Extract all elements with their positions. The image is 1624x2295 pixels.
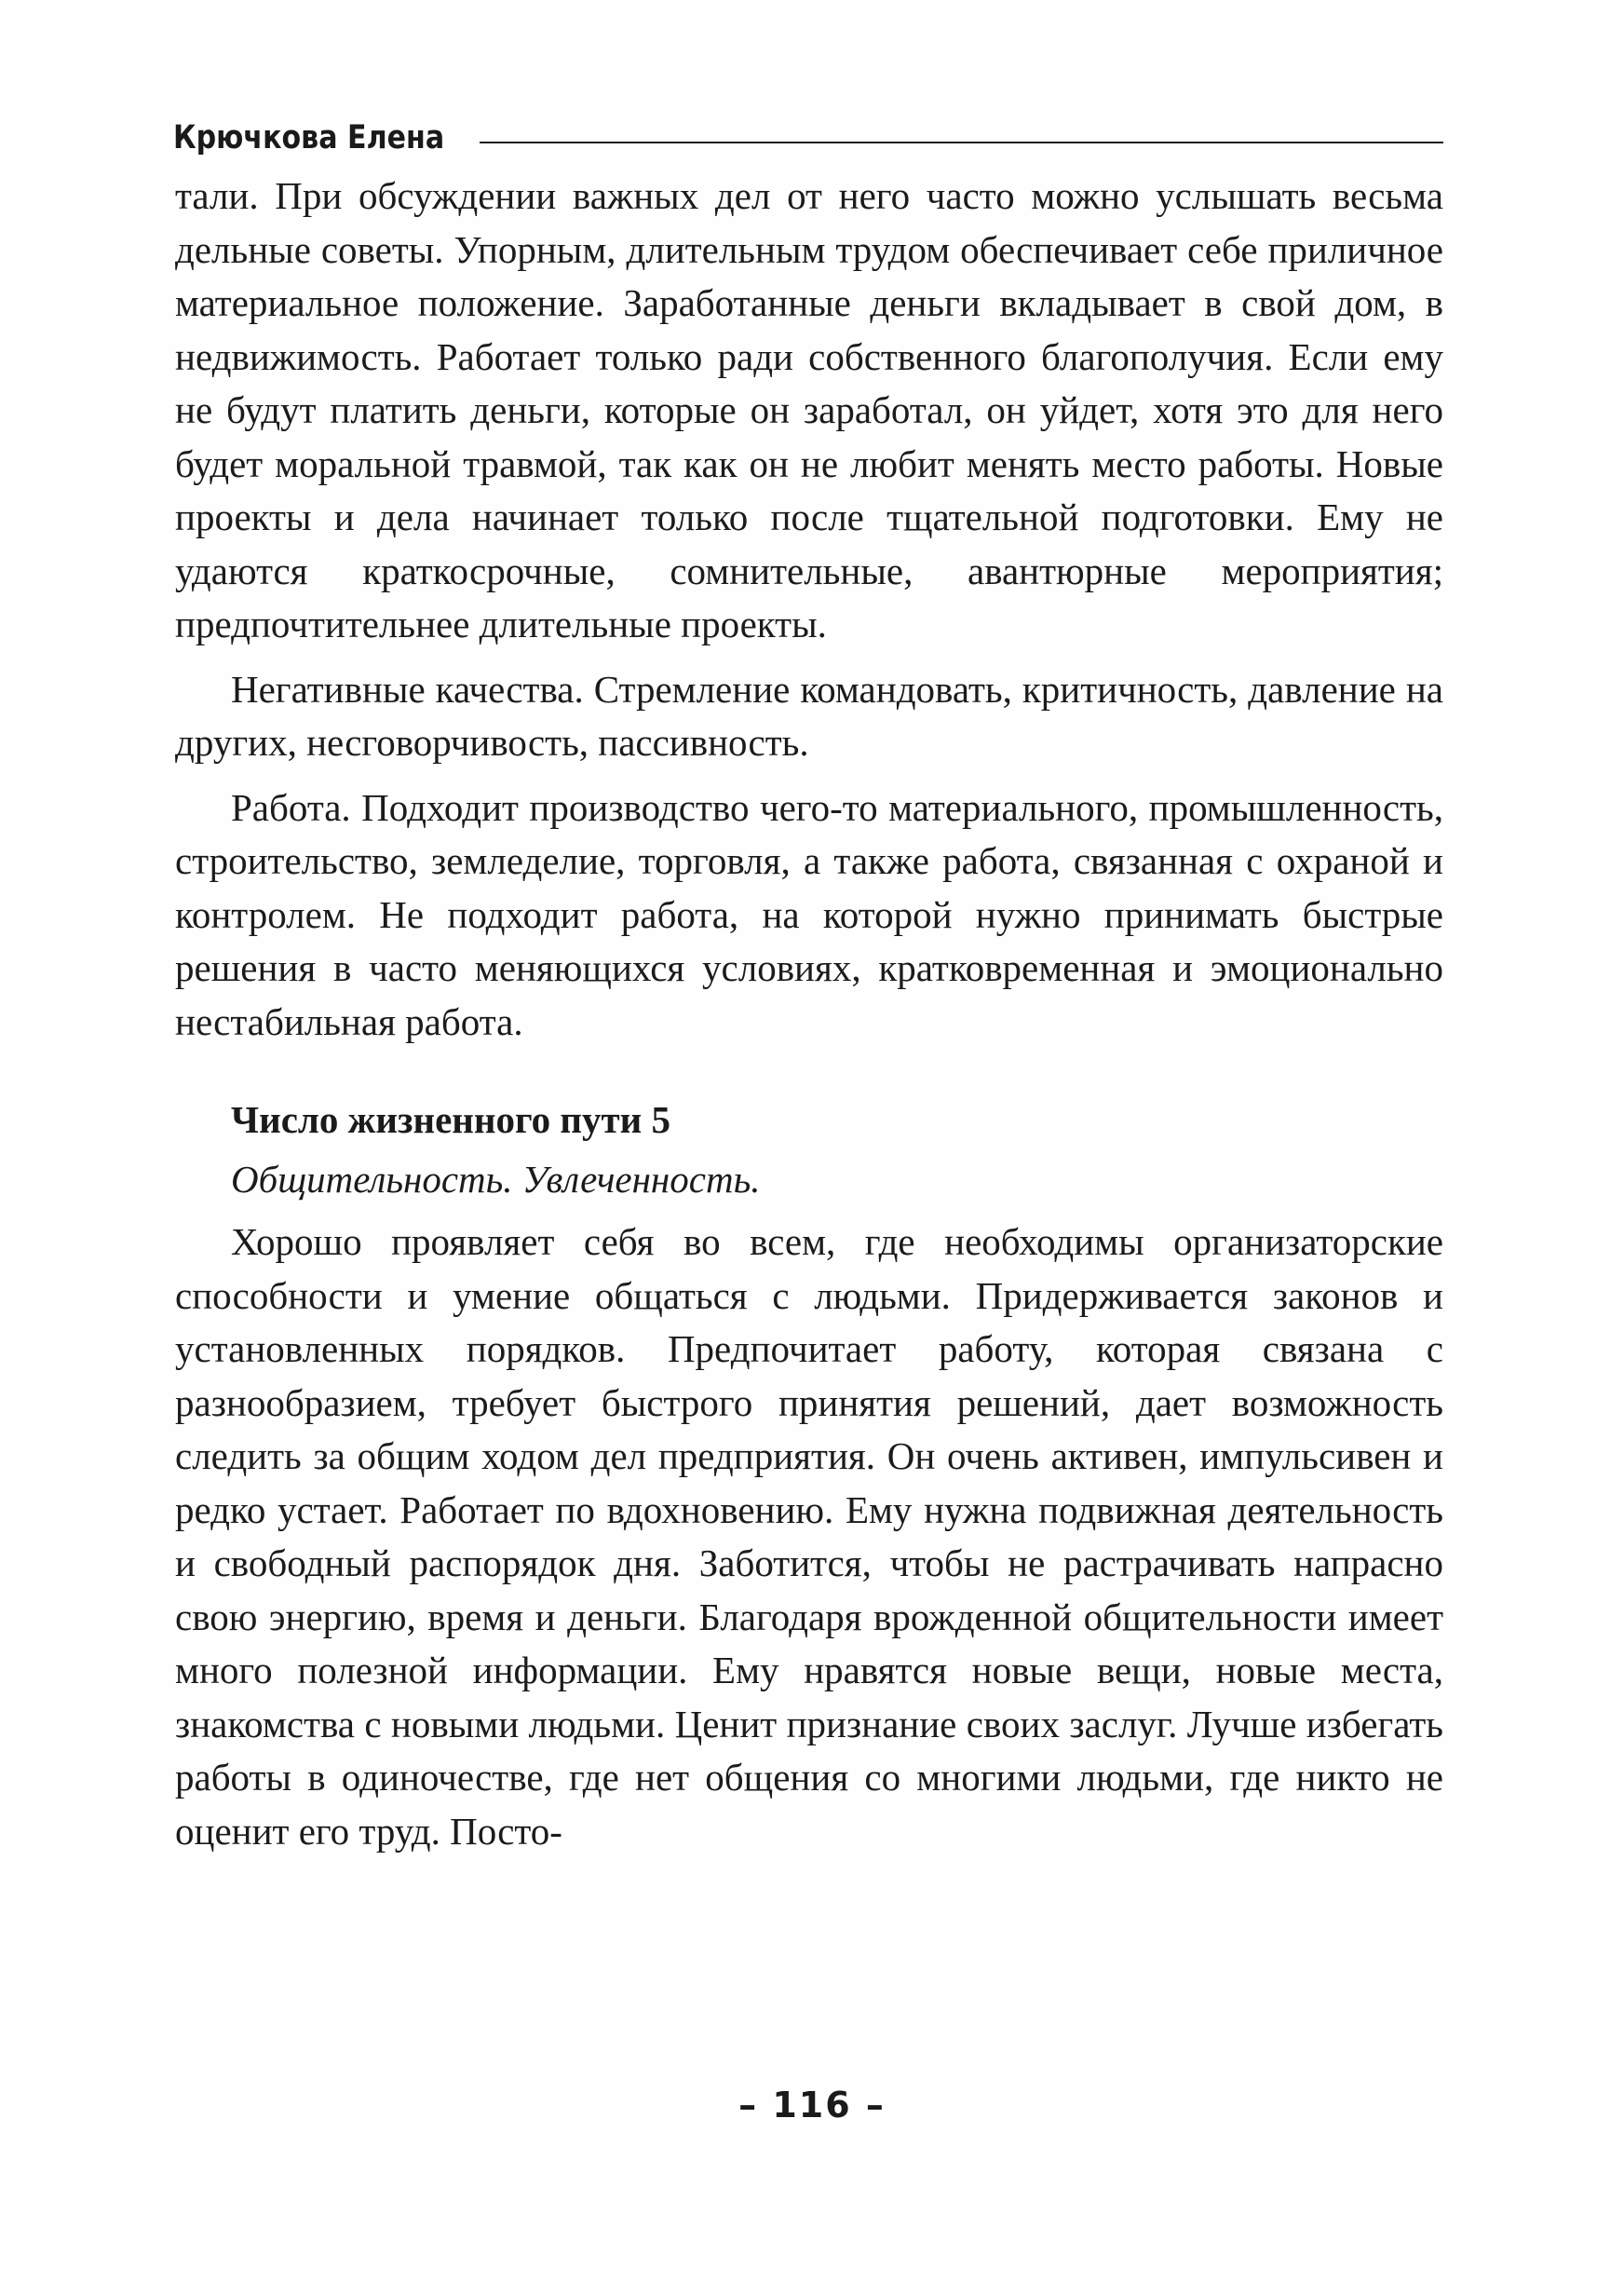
running-head-rule [480,142,1443,143]
paragraph-life-path-5: Хорошо проявляет себя во всем, где необходимы организаторские способности и умение общаться с людьми. Придерживается законов и установленных порядков. Предпочитает работу, которая связана с разнообразием, требует быстрого принятия решений, дает возможность следить за общим ходом дел предприятия. Он очень активен, импульсивен и редко устает. Работает по вдохновению. Ему нужна подвижная деятельность и свободный распорядок дня. Заботится, чтобы не растрачивать напрасно свою энергию, время и деньги. Благодаря врожденной общительности имеет много полезной информации. Ему нравятся новые вещи, новые места, знакомства с новыми людьми. Ценит признание своих заслуг. Лучше избегать работы в одиночестве, где нет общения со многими людьми, где никто не оценит его труд. Посто- [175,1220,1443,1853]
section-heading: Число жизненного пути 5 [231,1098,671,1141]
body-text [175,170,1443,1858]
paragraph-work: Работа. Подходит производство чего-то материального, промышленность, строительство, земледелие, торговля, а также работа, связанная с охраной и контролем. Не подходит работа, на которой нужно принимать быстрые решения в часто меняющихся условиях, кратковременная и эмоционально нестабильная работа. [175,785,1443,1043]
running-head [173,101,1443,156]
running-head-author: Крючкова Елена [173,119,445,156]
paragraph-negative-qualities: Негативные качества. Стремление командовать, критичность, давление на других, несговорчивость, пассивность. [175,667,1443,764]
paragraph-continued: тали. При обсуждении важных дел от него часто можно услышать весьма дельные советы. Упорным, длительным трудом обеспечивает себе приличное материальное положение. Заработанные деньги вкладывает в свой дом, в недвижимость. Работает только ради собственного благополучия. Если ему не будут платить деньги, которые он заработал, он уйдет, хотя это для него будет моральной травмой, так как он не любит менять место работы. Новые проекты и дела начинает только после тщательной подготовки. Ему не удаются краткосрочные, сомнительные, авантюрные мероприятия; предпочтительнее длительные проекты. [175,174,1443,645]
page-number: – 116 – [738,2085,886,2125]
section-subtitle: Общительность. Увлеченность. [231,1157,761,1201]
